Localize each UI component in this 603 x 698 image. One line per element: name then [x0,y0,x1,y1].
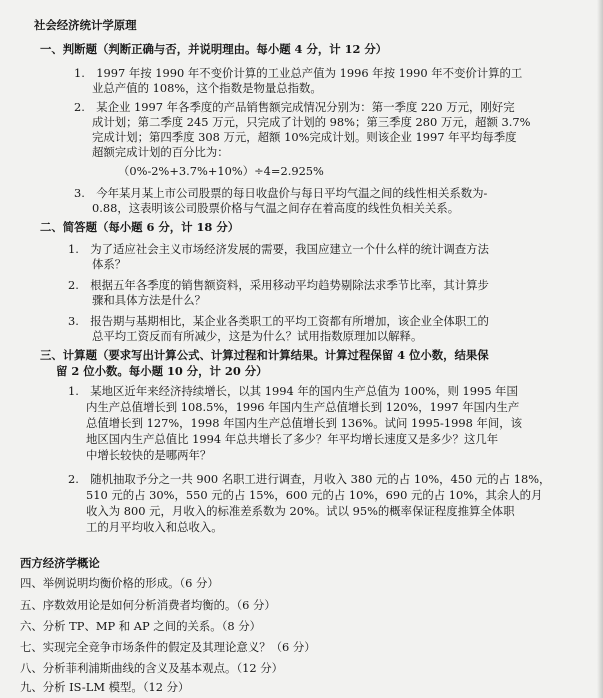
econ-question: 五、序数效用论是如何分析消费者均衡的。（6 分） [20,598,276,612]
question-text: 2. 随机抽取予分之一共 900 名职工进行调查，月收入 380 元的占 10%，450 元的占 18%， [68,472,551,486]
econ-question: 六、分析 TP、MP 和 AP 之间的关系。（8 分） [20,619,261,633]
question-text: 骤和具体方法是什么？ [92,293,206,307]
question-text: 地区国内生产总值比 1994 年总共增长了多少？年平均增长速度又是多少？这几年 [86,432,499,446]
question-text: 1. 为了适应社会主义市场经济发展的需要，我国应建立一个什么样的统计调查方法 [68,242,489,256]
section-heading-short-answer: 二、简答题（每小题 6 分，计 18 分） [40,220,240,234]
question-text: 510 元的占 30%，550 元的占 15%，600 元的占 10%，690 元的占 10%，其余人的月 [86,488,543,502]
course-title-statistics: 社会经济统计学原理 [34,18,137,32]
question-text: 超额完成计划的百分比为： [92,145,229,159]
question-text: 中增长较快的是哪两年？ [86,448,212,462]
question-text: 3. 今年某月某上市公司股票的每日收盘价与每日平均气温之间的线性相关系数为- [74,186,488,200]
course-title-economics: 西方经济学概论 [20,556,100,570]
econ-question: 四、举例说明均衡价格的形成。（6 分） [20,576,219,590]
question-text: 收入为 800 元，月收入的标准差系数为 20%。试以 95%的概率保证程度推算全体职 [86,504,515,518]
question-text: 2. 某企业 1997 年各季度的产品销售额完成情况分别为：第一季度 220 万元，刚好完 [74,100,515,114]
question-text: 2. 根据五年各季度的销售额资料，采用移动平均趋势剔除法求季节比率，其计算步 [68,278,489,292]
question-text: 体系？ [92,257,127,271]
formula-text: （0%-2%+3.7%+10%）÷4=2.925% [118,164,324,178]
section-heading-calculation-cont: 留 2 位小数。每小题 10 分，计 20 分） [56,364,268,378]
econ-question: 八、分析菲利浦斯曲线的含义及基本观点。（12 分） [20,661,284,675]
econ-question: 九、分析 IS-LM 模型。（12 分） [20,680,190,694]
question-text: 内生产总值增长到 108.5%，1996 年国内生产总值增长到 120%，1997 年国内生产 [86,400,520,414]
section-heading-calculation: 三、计算题（要求写出计算公式、计算过程和计算结果。计算过程保留 4 位小数，结果保 [40,348,489,362]
question-text: 1. 1997 年按 1990 年不变价计算的工业总产值为 1996 年按 1990 年不变价计算的工 [74,66,523,80]
question-text: 业总产值的 108%，这个指数是物量总指数。 [92,81,322,95]
question-text: 完成计划；第四季度 308 万元，超额 10%完成计划。则该企业 1997 年平均每季度 [92,130,517,144]
question-text: 成计划；第二季度 245 万元，只完成了计划的 98%；第三季度 280 万元，超额 3.7% [92,115,531,129]
scan-shadow [597,0,603,698]
question-text: 工的月平均收入和总收入。 [86,520,223,534]
question-text: 3. 报告期与基期相比，某企业各类职工的平均工资都有所增加，该企业全体职工的 [68,314,489,328]
question-text: 总值增长到 127%，1998 年国内生产总值增长到 136%。试问 1995-1998 年间，该 [86,416,523,430]
question-text: 1. 某地区近年来经济持续增长，以其 1994 年的国内生产总值为 100%，则 1995 年国 [68,384,518,398]
question-text: 总平均工资反而有所减少，这是为什么？试用指数原理加以解释。 [92,329,423,343]
section-heading-judgment: 一、判断题（判断正确与否，并说明理由。每小题 4 分，计 12 分） [40,42,388,56]
question-text: 0.88，这表明该公司股票价格与气温之间存在着高度的线性负相关关系。 [92,201,460,215]
econ-question: 七、实现完全竞争市场条件的假定及其理论意义？（6 分） [20,640,316,654]
